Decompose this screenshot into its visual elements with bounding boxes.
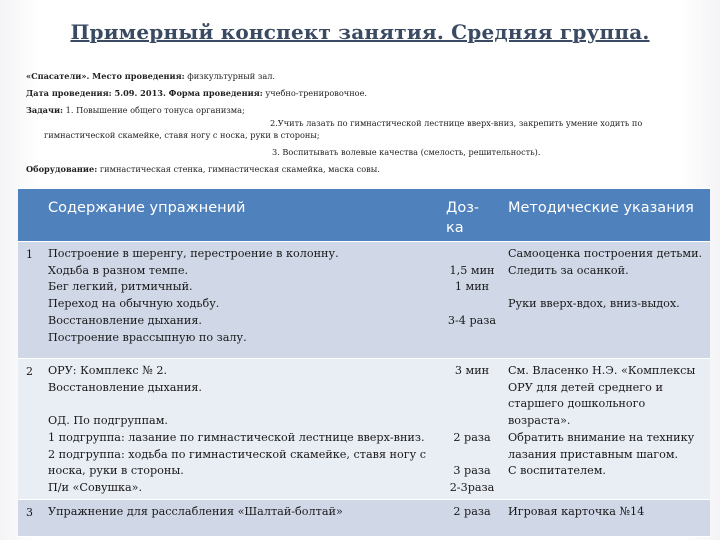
header-dose: Доз- ка <box>440 189 502 242</box>
row-dose: 1,5 мин 1 мин 3-4 раза <box>447 263 497 327</box>
task-1: 1. Повышение общего тонуса организма; <box>63 105 245 115</box>
date-line <box>26 85 696 102</box>
table-row <box>18 359 710 500</box>
row-content: Построение в шеренгу, перестроение в колонну. Ходьба в разном темпе. Бег легкий, ритмичный. Переход на обычную ходьбу. Восстановление дыхания. Построение врассыпную по залу. <box>48 247 339 344</box>
row-notes: Самооценка построения детьми. Следить за осанкой. Руки вверх-вдох, вниз-выдох. <box>508 247 703 311</box>
header-num <box>18 189 42 242</box>
equipment-value: гимнастическая стенка, гимнастическая скамейка, маска совы. <box>97 164 380 174</box>
table-row <box>18 499 710 536</box>
equipment-label: Оборудование: <box>26 164 98 174</box>
equipment-line <box>26 161 696 178</box>
theme-line <box>26 68 696 85</box>
row-dose: 3 мин 2 раза 3 раза 2-3раза <box>449 364 495 494</box>
row-number: 1 <box>26 248 33 261</box>
header-notes: Методические указания <box>502 189 710 242</box>
row-dose: 2 раза <box>453 504 491 518</box>
row-number: 3 <box>26 505 33 519</box>
row-notes: Игровая карточка №14 <box>508 504 645 518</box>
header-content: Содержание упражнений <box>42 189 440 242</box>
date-value: учебно-тренировочное. <box>262 88 368 98</box>
row-number: 2 <box>26 365 33 378</box>
table-header <box>18 189 710 242</box>
page-title: Примерный конспект занятия. Средняя группа. <box>70 20 650 44</box>
row-notes: См. Власенко Н.Э. «Комплексы ОРУ для детей среднего и старшего дошкольного возраста». Обратить внимание на технику лазания приставным шагом. С воспитателем. <box>508 364 696 478</box>
lesson-info <box>26 68 696 178</box>
task-3: 3. Воспитывать волевые качества (смелость, решительность). <box>272 147 541 157</box>
row-content: ОРУ: Комплекс № 2. Восстановление дыхания. ОД. По подгруппам. 1 подгруппа: лазание по гимнастической лестнице вверх-вниз. 2 подгруппа: ходьба по гимнастической скамейке, ставя ногу с носка, руки в стороны. П/и «Совушка». <box>48 364 427 494</box>
table-row <box>18 242 710 359</box>
tasks-label: Задачи: <box>26 105 64 115</box>
theme-value: физкультурный зал. <box>184 71 276 81</box>
date-label: Дата проведения: 5.09. 2013. Форма проведения: <box>26 88 263 98</box>
theme-label: «Спасатели». Место проведения: <box>26 71 185 81</box>
row-content: Упражнение для расслабления «Шалтай-болтай» <box>48 504 343 518</box>
task-2: 2.Учить лазать по гимнастической лестнице вверх-вниз, закрепить умение ходить по гимнастической скамейке, ставя ногу с носка, руки в стороны; <box>44 118 643 140</box>
lesson-table <box>18 188 710 537</box>
